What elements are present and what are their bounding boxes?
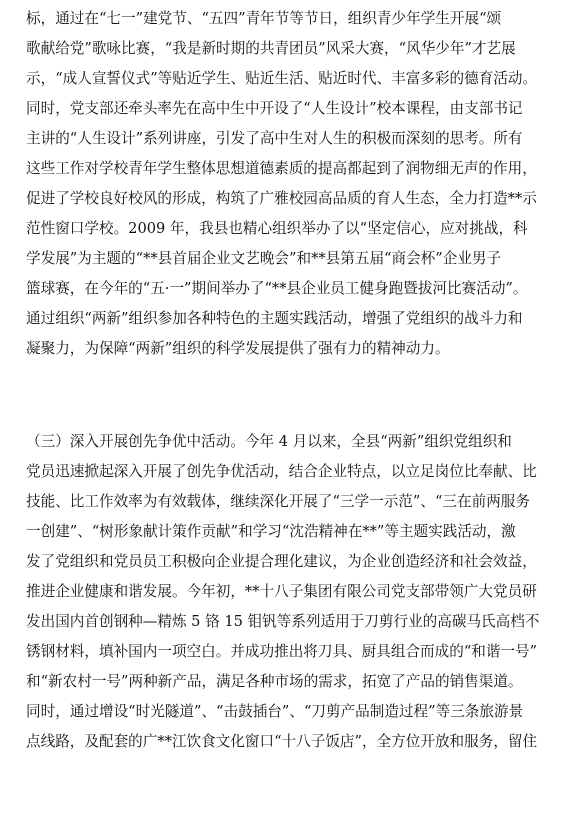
text-line: 歌献给党”歌咏比赛，“我是新时期的共青团员”风采大赛，“风华少年”才艺展 — [26, 40, 516, 57]
text-line: 凝聚力，为保障“两新”组织的科学发展提供了强有力的精神动力。 — [26, 340, 450, 357]
text-line: 发出国内首创钢种—精炼 5 铬 15 钼钒等系列适用于刀剪行业的高碳马氏高档不 — [26, 613, 540, 630]
text-line: 一创建”、“树形象献计策作贡献”和学习“沈浩精神在**”等主题实践活动，激 — [26, 523, 516, 540]
text-line: 促进了学校良好校风的形成，构筑了广雅校园高品质的育人生态，全力打造**示 — [26, 190, 537, 207]
paragraph-1 — [26, 4, 558, 364]
text-line: 锈钢材料，填补国内一项空白。并成功推出将刀具、厨具组合而成的“和谐一号” — [26, 643, 538, 660]
text-line: 范性窗口学校。2009 年，我县也精心组织举办了以“坚定信心，应对挑战，科 — [26, 220, 528, 237]
text-line: 通过组织“两新”组织参加各种特色的主题实践活动，增强了党组织的战斗力和 — [26, 310, 523, 327]
text-line: 点线路，及配套的广**江饮食文化窗口“十八子饭店”，全方位开放和服务，留住 — [26, 733, 538, 750]
paragraph-2 — [26, 427, 558, 757]
text-line: 和“新农村一号”两种新产品，满足各种市场的需求，拓宽了产品的销售渠道。 — [26, 673, 523, 690]
text-line: 标，通过在“七一”建党节、“五四”青年节等节日，组织青少年学生开展“颂 — [26, 10, 502, 27]
text-line: 同时，通过增设“时光隧道”、“击鼓插台”、“刀剪产品制造过程”等三条旅游景 — [26, 703, 524, 720]
text-line: 篮球赛，在今年的“五·一”期间举办了“**县企业员工健身跑暨拔河比赛活动”。 — [26, 280, 528, 297]
text-line: 主讲的“人生设计”系列讲座，引发了高中生对人生的积极而深刻的思考。所有 — [26, 130, 523, 147]
text-line: 技能、比工作效率为有效载体，继续深化开展了“三学一示范”、“三在前两服务 — [26, 493, 530, 510]
text-line: 示，“成人宣誓仪式”等贴近学生、贴近生活、贴近时代、丰富多彩的德育活动。 — [26, 70, 538, 87]
text-line: 推进企业健康和谐发展。今年初，**十八子集团有限公司党支部带领广大党员研 — [26, 583, 537, 600]
text-line: 学发展”为主题的“**县首届企业文艺晚会”和**县第五届“商会杯”企业男子 — [26, 250, 502, 267]
text-line: （三）深入开展创先争优中活动。今年 4 月以来，全县“两新”组织党组织和 — [26, 433, 512, 450]
text-line: 同时，党支部还牵头率先在高中生中开设了“人生设计”校本课程，由支部书记 — [26, 100, 523, 117]
text-line: 这些工作对学校青年学生整体思想道德素质的提高都起到了润物细无声的作用， — [26, 160, 537, 177]
text-line: 发了党组织和党员员工积极向企业提合理化建议，为企业创造经济和社会效益， — [26, 553, 537, 570]
text-line: 党员迅速掀起深入开展了创先争优活动，结合企业特点，以立足岗位比奉献、比 — [26, 463, 537, 480]
